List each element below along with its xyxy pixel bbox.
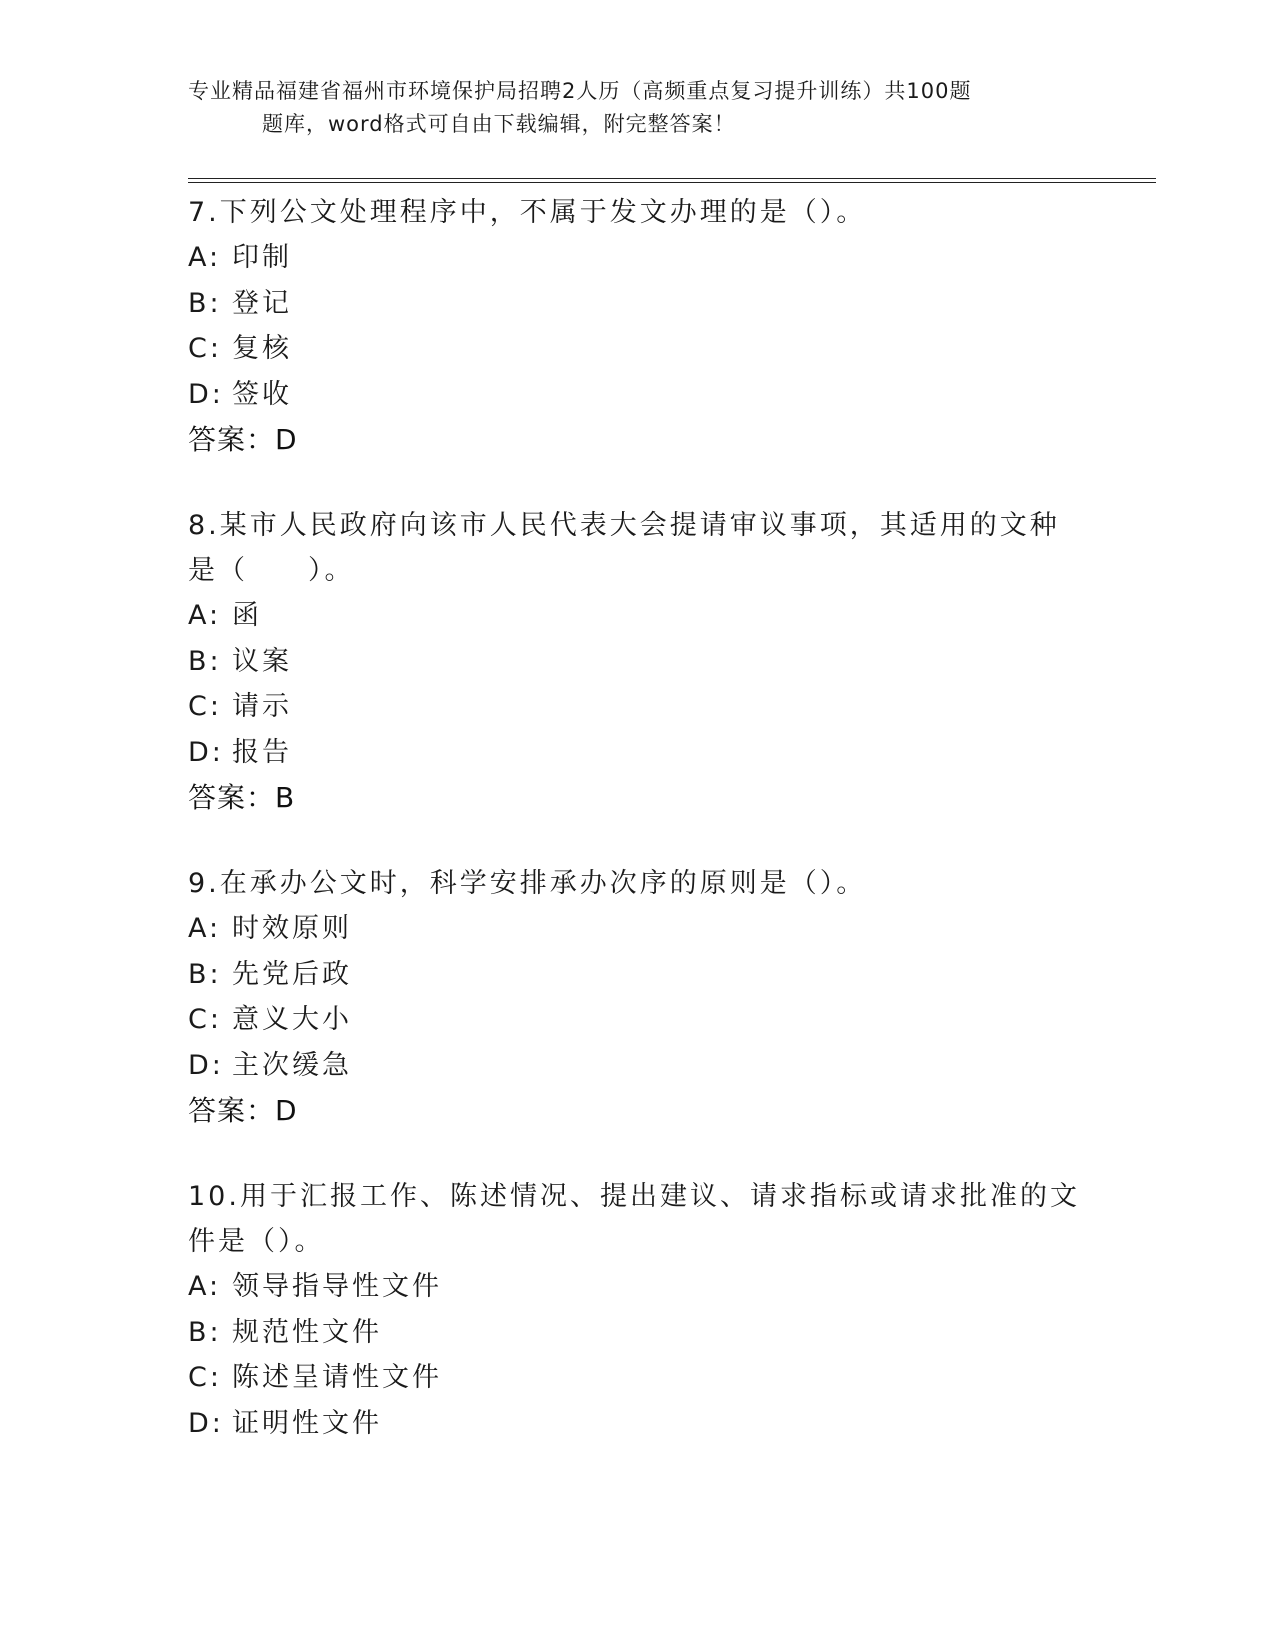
question-8 [188, 503, 1088, 821]
option-key: A: [188, 600, 222, 631]
option-text: 先党后政 [232, 958, 352, 990]
option-key: A: [188, 1271, 222, 1302]
option-a [188, 593, 1088, 639]
option-text: 登记 [232, 287, 292, 319]
answer-line: 答案：D [188, 1094, 298, 1127]
option-a [188, 906, 1088, 952]
option-key: C: [188, 1362, 222, 1393]
option-b [188, 281, 1088, 327]
option-key: B: [188, 645, 222, 677]
option-key: C: [188, 1004, 222, 1035]
option-text: 领导指导性文件 [232, 1271, 442, 1302]
document-header [188, 75, 1108, 141]
answer-line: 答案：B [188, 781, 296, 814]
option-key: C: [188, 333, 222, 364]
option-text: 报告 [232, 736, 292, 768]
header-title-line-2: 题库，word格式可自由下载编辑，附完整答案！ [262, 112, 736, 136]
option-text: 意义大小 [232, 1004, 352, 1035]
answer-line: 答案：D [188, 423, 298, 456]
option-key: D: [188, 1049, 224, 1081]
option-text: 签收 [232, 378, 292, 410]
option-key: D: [188, 736, 224, 768]
option-b [188, 952, 1088, 998]
option-text: 请示 [232, 691, 292, 722]
option-d [188, 1401, 1088, 1447]
option-key: D: [188, 1407, 224, 1439]
header-divider-top [188, 178, 1156, 179]
question-stem: 8.某市人民政府向该市人民代表大会提请审议事项，其适用的文种是（ ）。 [188, 510, 1060, 586]
question-stem: 9.在承办公文时，科学安排承办次序的原则是（）。 [188, 868, 867, 899]
option-key: B: [188, 958, 222, 990]
question-stem: 7.下列公文处理程序中，不属于发文办理的是（）。 [188, 197, 867, 228]
option-text: 证明性文件 [232, 1407, 382, 1439]
option-key: A: [188, 242, 222, 273]
option-text: 函 [232, 600, 262, 631]
option-d [188, 1043, 1088, 1089]
header-divider-bottom [188, 182, 1156, 183]
option-c [188, 1355, 1088, 1401]
option-b [188, 639, 1088, 685]
option-key: D: [188, 378, 224, 410]
option-d [188, 372, 1088, 418]
option-key: C: [188, 691, 222, 722]
option-key: B: [188, 287, 222, 319]
option-c [188, 997, 1088, 1043]
option-text: 规范性文件 [232, 1316, 382, 1348]
option-text: 印制 [232, 242, 292, 273]
option-key: B: [188, 1316, 222, 1348]
option-text: 陈述呈请性文件 [232, 1362, 442, 1393]
header-title-line-1: 专业精品福建省福州市环境保护局招聘2人历（高频重点复习提升训练）共100题 [188, 79, 972, 103]
option-a [188, 235, 1088, 281]
question-10 [188, 1174, 1088, 1446]
option-c [188, 326, 1088, 372]
option-a [188, 1264, 1088, 1310]
option-d [188, 730, 1088, 776]
question-stem: 10.用于汇报工作、陈述情况、提出建议、请求指标或请求批准的文件是（）。 [188, 1181, 1080, 1257]
question-7 [188, 190, 1088, 463]
option-text: 主次缓急 [232, 1049, 352, 1081]
option-key: A: [188, 913, 222, 944]
question-list [188, 190, 1088, 1486]
option-text: 复核 [232, 333, 292, 364]
option-text: 议案 [232, 645, 292, 677]
option-text: 时效原则 [232, 913, 352, 944]
option-c [188, 684, 1088, 730]
question-9 [188, 861, 1088, 1134]
option-b [188, 1310, 1088, 1356]
